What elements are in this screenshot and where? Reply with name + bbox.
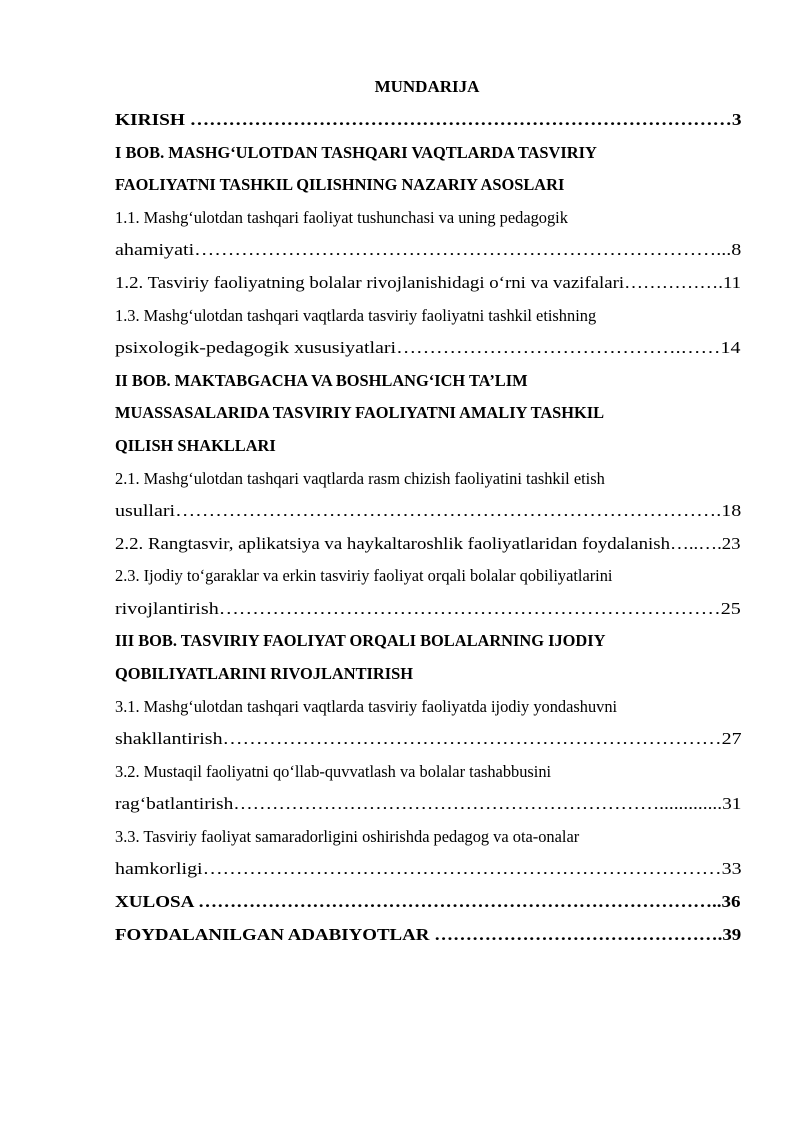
toc-line-section-1-1-cont: ahamiyati……………………………………………………………………...8 — [115, 240, 742, 259]
toc-line-chapter2-heading-cont2: QILISH SHAKLLARI — [115, 436, 276, 455]
toc-line-chapter3-heading-cont: QOBILIYATLARINI RIVOJLANTIRISH — [115, 664, 413, 683]
toc-line-chapter2-heading: II BOB. MAKTABGACHA VA BOSHLANG‘ICH TA’LIM — [115, 371, 528, 390]
toc-line-references: FOYDALANILGAN ADABIYOTLAR ……………………………………….39 — [115, 925, 742, 944]
toc-line-conclusion: XULOSA ………………………………………………………………………..36 — [115, 892, 741, 911]
toc-line-chapter1-heading-cont: FAOLIYATNI TASHKIL QILISHNING NAZARIY ASOSLARI — [115, 175, 565, 194]
toc-line-section-1-1: 1.1. Mashg‘ulotdan tashqari faoliyat tushunchasi va uning pedagogik — [115, 208, 568, 227]
toc-line-section-3-2: 3.2. Mustaqil faoliyatni qo‘llab-quvvatlash va bolalar tashabbusini — [115, 762, 552, 781]
toc-line-intro: KIRISH …………………………………………………………………………3 — [115, 110, 742, 129]
toc-line-section-1-3-cont: psixologik-pedagogik xususiyatlari…………………………………….……14 — [115, 338, 741, 357]
toc-line-chapter2-heading-cont: MUASSASALARIDA TASVIRIY FAOLIYATNI AMALIY TASHKIL — [115, 403, 605, 422]
toc-line-chapter1-heading: I BOB. MASHG‘ULOTDAN TASHQARI VAQTLARDA TASVIRIY — [115, 143, 597, 162]
toc-line-section-3-3: 3.3. Tasviriy faoliyat samaradorligini oshirishda pedagog va ota-onalar — [115, 827, 580, 846]
toc-line-section-1-2: 1.2. Tasviriy faoliyatning bolalar rivojlanishidagi o‘rni va vazifalari…………….11 — [115, 273, 742, 292]
toc-line-section-2-1: 2.1. Mashg‘ulotdan tashqari vaqtlarda rasm chizish faoliyatini tashkil etish — [115, 469, 605, 488]
toc-line-section-3-3-cont: hamkorligi……………………………………………………………………33 — [115, 859, 742, 878]
toc-line-section-2-3: 2.3. Ijodiy to‘garaklar va erkin tasviriy faoliyat orqali bolalar qobiliyatlarini — [115, 566, 613, 585]
toc-line-section-2-2: 2.2. Rangtasvir, aplikatsiya va haykaltaroshlik faoliyatlaridan foydalanish…..….23 — [115, 534, 741, 553]
toc-line-section-2-1-cont: usullari……………………………………………………………………….18 — [115, 501, 742, 520]
toc-line-section-2-3-cont: rivojlantirish…………………………………………………………………25 — [115, 599, 741, 618]
toc-line-section-3-1: 3.1. Mashg‘ulotdan tashqari vaqtlarda tasviriy faoliyatda ijodiy yondashuvni — [115, 697, 618, 716]
toc-line-section-3-1-cont: shakllantirish…………………………………………………………………27 — [115, 729, 742, 748]
toc-line-section-1-3: 1.3. Mashg‘ulotdan tashqari vaqtlarda tasviriy faoliyatni tashkil etishning — [115, 306, 597, 325]
toc-line-chapter3-heading: III BOB. TASVIRIY FAOLIYAT ORQALI BOLALARNING IJODIY — [115, 631, 606, 650]
page-title: MUNDARIJA — [374, 77, 480, 96]
toc-line-section-3-2-cont: rag‘batlantirish………………………………………………………….............31 — [115, 794, 742, 813]
